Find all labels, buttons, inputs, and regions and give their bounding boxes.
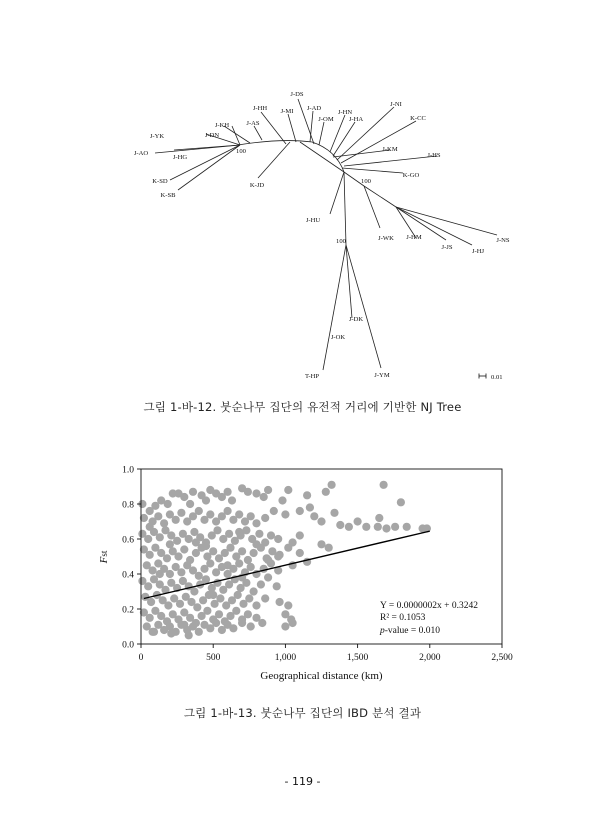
tree-label-k-sb: K-SB (160, 192, 176, 199)
tree-branch (258, 142, 290, 178)
scatter-point (310, 512, 318, 520)
scatter-point (224, 507, 232, 515)
tree-branch (364, 186, 380, 228)
scatter-point (260, 493, 268, 501)
bootstrap-value: 100 (236, 148, 246, 155)
scatter-point (317, 517, 325, 525)
scatter-point (252, 601, 260, 609)
scatter-point (362, 523, 370, 531)
scatter-point (177, 568, 185, 576)
scatter-point (224, 561, 232, 569)
scatter-point (174, 552, 182, 560)
scatter-point (244, 556, 252, 564)
regression-equation: Y = 0.0000002x + 0.3242 (380, 601, 478, 611)
x-tick-label: 500 (206, 653, 221, 663)
scatter-point (270, 507, 278, 515)
scatter-point (235, 528, 243, 536)
tree-label-k-sd: K-SD (152, 178, 168, 185)
scatter-point (209, 591, 217, 599)
scatter-point (274, 552, 282, 560)
tree-label-j-om: J-OM (318, 116, 334, 123)
scatter-point (303, 491, 311, 499)
scatter-point (203, 607, 211, 615)
scatter-point (156, 533, 164, 541)
scatter-point (247, 512, 255, 520)
scatter-point (247, 622, 255, 630)
scatter-point (147, 598, 155, 606)
scatter-point (244, 488, 252, 496)
y-axis-title: Fst (98, 550, 110, 564)
scatter-point (325, 544, 333, 552)
scatter-point (250, 587, 258, 595)
scatter-point (247, 563, 255, 571)
scatter-point (226, 544, 234, 552)
scatter-point (242, 526, 250, 534)
scatter-point (224, 488, 232, 496)
scatter-point (252, 489, 260, 497)
tree-label-j-ym: J-YM (374, 372, 390, 379)
scatter-point (245, 594, 253, 602)
scatter-point (328, 481, 336, 489)
scatter-point (374, 523, 382, 531)
scatter-point (354, 517, 362, 525)
tree-branch (344, 172, 346, 245)
scatter-point (177, 509, 185, 517)
scatter-point (397, 498, 405, 506)
scatter-point (180, 493, 188, 501)
tree-branch (288, 114, 296, 142)
scatter-point (144, 535, 152, 543)
scatter-point (260, 565, 268, 573)
tree-label-j-hg: J-HG (172, 154, 188, 161)
scatter-point (257, 580, 265, 588)
tree-label-j-mi: J-MI (280, 108, 294, 115)
scatter-point (322, 488, 330, 496)
scatter-point (380, 481, 388, 489)
tree-label-j-dn: J-DN (204, 132, 220, 139)
scatter-point (235, 510, 243, 518)
scatter-point (195, 628, 203, 636)
scatter-point (167, 629, 175, 637)
scatter-point (264, 556, 272, 564)
scatter-point (229, 624, 237, 632)
scatter-point (195, 572, 203, 580)
r-squared: R² = 0.1053 (380, 613, 426, 623)
scatter-point (284, 486, 292, 494)
scatter-point (228, 496, 236, 504)
scatter-point (215, 610, 223, 618)
scatter-point (150, 628, 158, 636)
tree-branch (364, 186, 396, 207)
tree-label-j-dk: J-DK (348, 316, 364, 323)
scatter-point (289, 619, 297, 627)
scatter-point (206, 559, 214, 567)
tree-label-j-ns: J-NS (496, 237, 510, 244)
scatter-point (176, 600, 184, 608)
tree-label-j-ni: J-NI (390, 101, 402, 108)
scatter-point (195, 507, 203, 515)
scatter-point (258, 619, 266, 627)
scatter-point (382, 524, 390, 532)
tree-label-j-hu: J-HU (305, 217, 321, 224)
scatter-point (284, 601, 292, 609)
bootstrap-value: 100 (361, 178, 371, 185)
scatter-point (202, 542, 210, 550)
tree-label-j-kh: J-KH (214, 122, 230, 129)
scatter-point (185, 535, 193, 543)
scatter-point (146, 614, 154, 622)
scatter-point (206, 510, 214, 518)
scatter-point (264, 486, 272, 494)
scatter-point (216, 594, 224, 602)
tree-label-j-hn: J-HN (337, 109, 353, 116)
scatter-point (296, 531, 304, 539)
scatter-point (209, 547, 217, 555)
tree-label-j-ha: J-HA (348, 116, 364, 123)
tree-branch (330, 172, 344, 214)
scatter-point (173, 537, 181, 545)
scatter-point (244, 610, 252, 618)
figure-caption-12: 그림 1-바-12. 붓순나무 집단의 유전적 거리에 기반한 NJ Tree (143, 400, 462, 414)
scatter-point (232, 607, 240, 615)
scatter-point (190, 587, 198, 595)
scale-label: 0.01 (491, 374, 503, 381)
y-tick-label: 1.0 (122, 465, 134, 476)
scatter-point (345, 523, 353, 531)
tree-label-j-hs: J-HS (427, 152, 441, 159)
scatter-point (193, 603, 201, 611)
scatter-point (212, 619, 220, 627)
tree-branch (341, 121, 416, 163)
tree-backbone (238, 141, 344, 172)
scatter-point (172, 516, 180, 524)
x-tick-label: 0 (138, 653, 144, 663)
x-axis-title: Geographical distance (km) (260, 670, 383, 682)
tree-branch (342, 168, 403, 173)
tree-branch (261, 112, 286, 144)
scatter-point (154, 512, 162, 520)
scatter-point (213, 526, 221, 534)
scatter-point (317, 540, 325, 548)
tree-label-j-km: J-KM (382, 146, 398, 153)
tree-label-j-ad: J-AD (306, 105, 322, 112)
tree-label-j-wk: J-WK (378, 235, 394, 242)
scatter-point (202, 575, 210, 583)
scatter-point (180, 545, 188, 553)
x-tick-label: 1,500 (346, 653, 369, 663)
scatter-point (261, 514, 269, 522)
tree-label-k-cc: K-CC (410, 115, 426, 122)
y-tick-label: 0.0 (122, 640, 134, 651)
scatter-point (375, 514, 383, 522)
tree-label-k-go: K-GO (402, 172, 420, 179)
scatter-point (238, 619, 246, 627)
y-tick-label: 0.2 (122, 605, 134, 616)
nj-tree-figure (0, 0, 605, 395)
scatter-point (391, 523, 399, 531)
x-tick-label: 1,000 (274, 653, 297, 663)
scatter-point (274, 535, 282, 543)
scatter-point (164, 500, 172, 508)
scatter-point (281, 510, 289, 518)
tree-label-j-hh: J-HH (252, 105, 268, 112)
scatter-point (250, 549, 258, 557)
scatter-point (296, 507, 304, 515)
tree-branch (178, 145, 240, 190)
scatter-point (163, 554, 171, 562)
tree-label-t-hp: T-HP (304, 373, 320, 380)
tree-label-j-ok: J-OK (330, 334, 346, 341)
tree-branch (319, 122, 324, 145)
scatter-point (192, 538, 200, 546)
scatter-point (278, 496, 286, 504)
scatter-point (149, 566, 157, 574)
scatter-point (156, 570, 164, 578)
tree-branch (323, 245, 346, 370)
y-tick-label: 0.8 (122, 500, 134, 511)
scatter-point (166, 540, 174, 548)
tree-label-k-jd: K-JD (249, 182, 265, 189)
tree-label-j-ao: J-AO (133, 150, 149, 157)
scatter-point (252, 540, 260, 548)
scatter-point (185, 631, 193, 639)
scatter-point (284, 544, 292, 552)
y-tick-label: 0.4 (122, 570, 134, 581)
scatter-point (234, 591, 242, 599)
scatter-point (255, 530, 263, 538)
scatter-point (180, 621, 188, 629)
scatter-point (144, 582, 152, 590)
tree-branch (333, 122, 355, 156)
y-tick-label: 0.6 (122, 535, 134, 546)
tree-branch (254, 126, 262, 140)
scatter-point (296, 549, 304, 557)
scatter-point (276, 598, 284, 606)
scatter-point (403, 523, 411, 531)
scatter-point (264, 573, 272, 581)
ibd-scatter-chart (0, 450, 605, 710)
tree-label-j-hj: J-HJ (471, 248, 485, 255)
scatter-point (252, 519, 260, 527)
scatter-point (336, 521, 344, 529)
scatter-point (225, 530, 233, 538)
scatter-point (306, 503, 314, 511)
scatter-point (202, 496, 210, 504)
scatter-point (273, 582, 281, 590)
scatter-point (146, 551, 154, 559)
scatter-point (146, 523, 154, 531)
tree-label-j-as: J-AS (246, 120, 260, 127)
page-number: - 119 - (284, 775, 321, 788)
scatter-point (238, 547, 246, 555)
scatter-point (267, 531, 275, 539)
scatter-point (261, 594, 269, 602)
scatter-point (160, 519, 168, 527)
tree-branch (344, 156, 437, 166)
scatter-point (166, 570, 174, 578)
figure-caption-13: 그림 1-바-13. 붓순나무 집단의 IBD 분석 결과 (183, 706, 422, 720)
scatter-point (164, 601, 172, 609)
scatter-point (235, 559, 243, 567)
scatter-point (189, 488, 197, 496)
x-tick-label: 2,500 (491, 653, 513, 663)
tree-label-j-js: J-JS (441, 244, 453, 251)
scatter-point (330, 509, 338, 517)
x-tick-label: 2,000 (419, 653, 441, 663)
scatter-point (281, 622, 289, 630)
p-value: p-value = 0.010 (380, 626, 440, 636)
tree-label-j-yk: J-YK (149, 133, 165, 140)
tree-label-j-hm: J-HM (406, 234, 422, 241)
bootstrap-value: 100 (336, 238, 346, 245)
scatter-point (186, 500, 194, 508)
tree-label-j-ds: J-DS (290, 91, 304, 98)
